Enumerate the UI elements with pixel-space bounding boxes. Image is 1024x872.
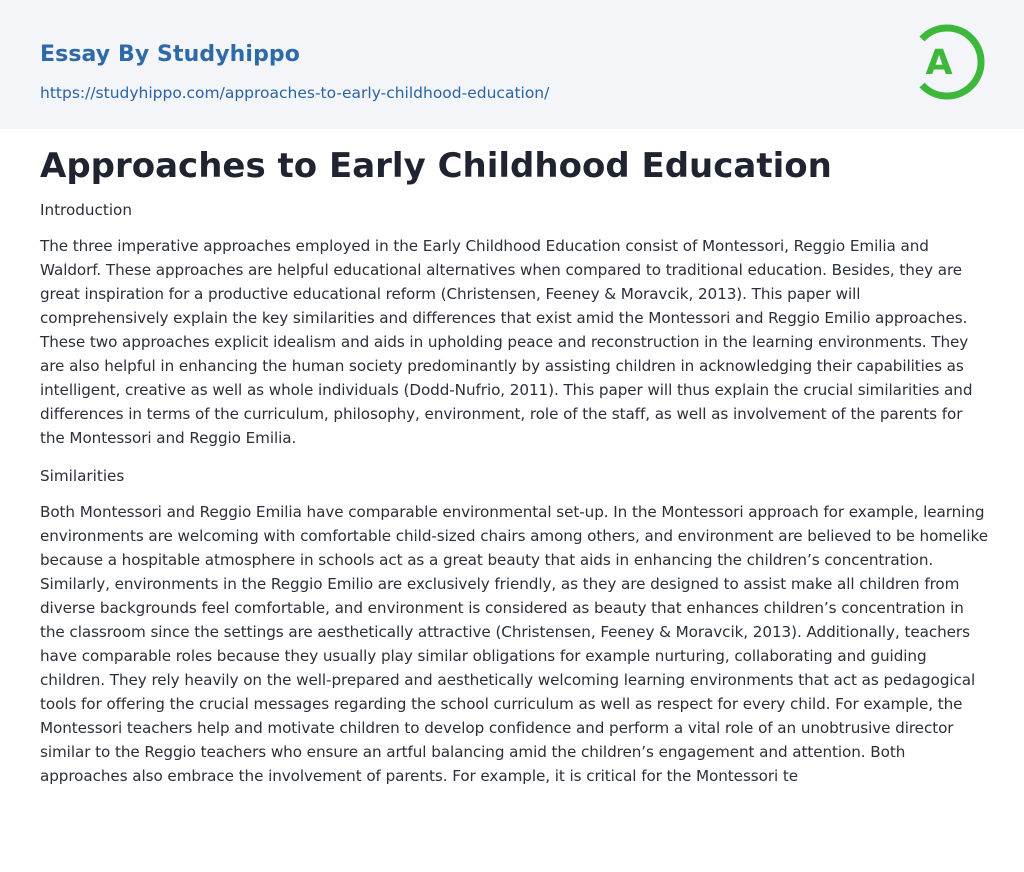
logo-letter: A [925, 43, 953, 83]
studyhippo-logo-icon[interactable] [912, 19, 986, 105]
site-header [0, 0, 1024, 129]
section-heading-similarities: Similarities [40, 467, 125, 485]
similarities-paragraph: Both Montessori and Reggio Emilia have comparable environmental set-up. In the Montessori approach for example, learning environments are welcoming with comfortable child-sized chairs among others, and environment are believed to be homelike because a hospitable atmosphere in schools act as a great beauty that aids in enhancing the children’s concentration. Similarly, environments in the Reggio Emilio are exclusively friendly, as they are designed to assist make all children from diverse backgrounds feel comfortable, and environment is considered as beauty that enhances children’s concentration in the classroom since the settings are aesthetically attractive (Christensen, Feeney & Moravcik, 2013). Additionally, teachers have comparable roles because they usually play similar obligations for example nurturing, collaborating and guiding children. They rely heavily on the well-prepared and aesthetically welcoming learning environments that act as pedagogical tools for offering the crucial messages regarding the school curriculum as well as respect for every child. For example, the Montessori teachers help and motivate children to develop confidence and perform a vital role of an unobtrusive director similar to the Reggio teachers who ensure an artful balancing amid the children’s engagement and attention. Both approaches also embrace the involvement of parents. For example, it is critical for the Montessori te [40, 503, 988, 785]
section-heading-introduction: Introduction [40, 201, 132, 219]
introduction-paragraph: The three imperative approaches employed in the Early Childhood Education consist of Montessori, Reggio Emilia and Waldorf. These approaches are helpful educational alternatives when compared to traditional education. Besides, they are great inspiration for a productive educational reform (Christensen, Feeney & Moravcik, 2013). This paper will comprehensively explain the key similarities and differences that exist amid the Montessori and Reggio Emilio approaches. These two approaches explicit idealism and aids in upholding peace and reconstruction in the learning environments. They are also helpful in enhancing the human society predominantly by assisting children in acknowledging their capabilities as intelligent, creative as well as whole individuals (Dodd-Nufrio, 2011). This paper will thus explain the crucial similarities and differences in terms of the curriculum, philosophy, environment, role of the staff, as well as involvement of the parents for the Montessori and Reggio Emilia. [40, 237, 973, 447]
article-title: Approaches to Early Childhood Education [40, 146, 832, 186]
article-body [40, 199, 988, 803]
site-brand[interactable]: Essay By Studyhippo [40, 42, 300, 67]
article-url-link[interactable]: https://studyhippo.com/approaches-to-early-childhood-education/ [40, 84, 550, 102]
